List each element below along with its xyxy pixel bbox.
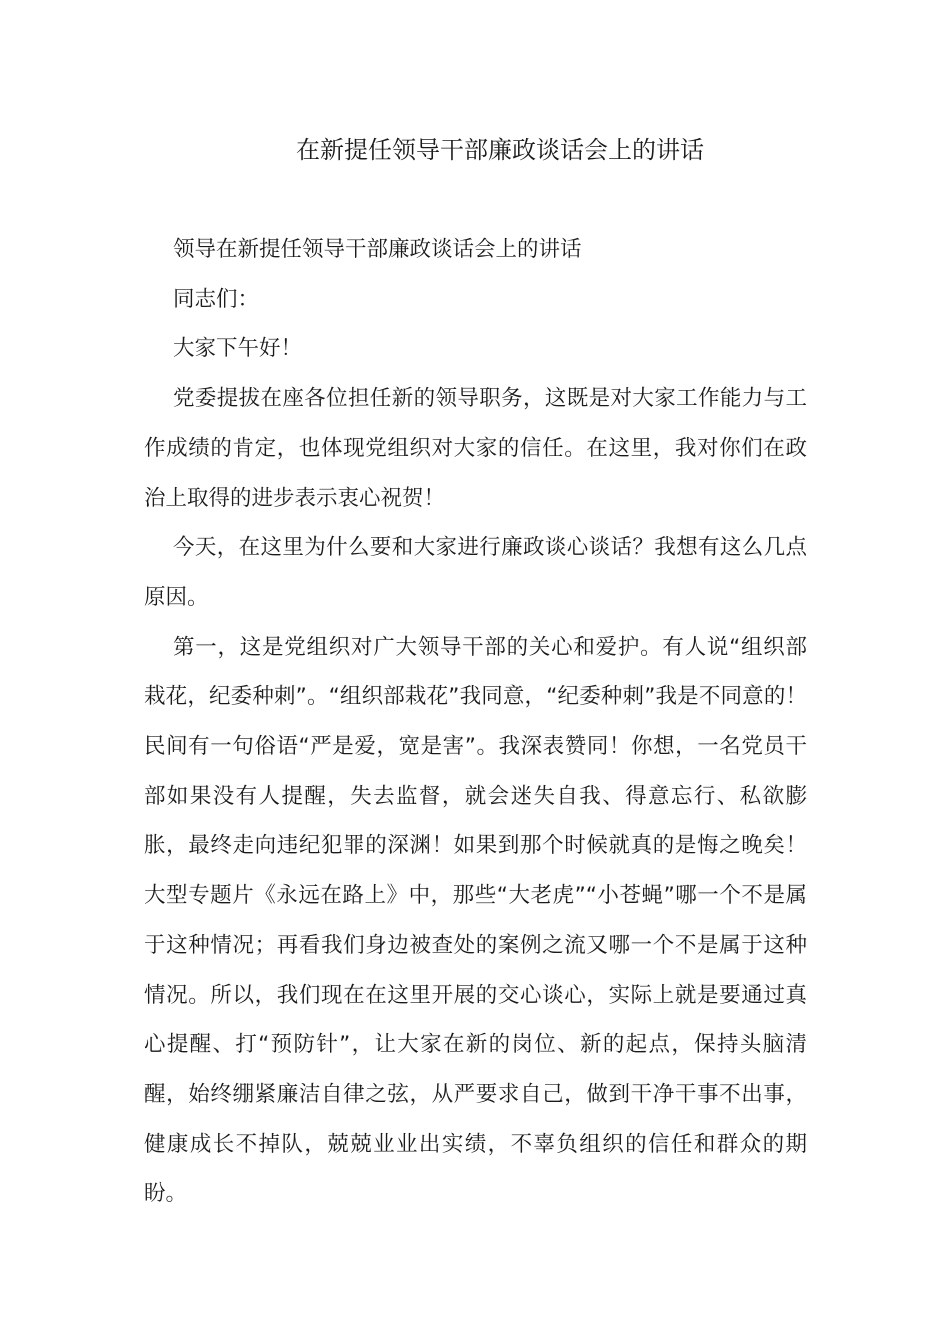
paragraph-subtitle: 领导在新提任领导干部廉政谈话会上的讲话 [173,237,582,262]
paragraph-congratulation: 党委提拔在座各位担任新的领导职务，这既是对大家工作能力与工作成绩的肯定，也体现党组织对大家的信任。在这里，我对你们在政治上取得的进步表示衷心祝贺！ [144,386,807,511]
paragraph-first-reason: 第一，这是党组织对广大领导干部的关心和爱护。有人说“组织部栽花，纪委种刺”。“组织部栽花”我同意，“纪委种刺”我是不同意的！民间有一句俗语“严是爱，宽是害”。我深表赞同！你想，一名党员干部如果没有人提醒，失去监督，就会迷失自我、得意忘行、私欲膨胀，最终走向违纪犯罪的深渊！如果到那个时候就真的是悔之晚矣！大型专题片《永远在路上》中，那些“大老虎”“小苍蝇”哪一个不是属于这种情况；再看我们身边被查处的案例之流又哪一个不是属于这种情况。所以，我们现在在这里开展的交心谈心，实际上就是要通过真心提醒、打“预防针”，让大家在新的岗位、新的起点，保持头脑清醒，始终绷紧廉洁自律之弦，从严要求自己，做到干净干事不出事，健康成长不掉队，兢兢业业出实绩，不辜负组织的信任和群众的期盼。 [144,634,807,1207]
paragraph-reasons-intro: 今天，在这里为什么要和大家进行廉政谈心谈话？我想有这么几点原因。 [144,535,807,610]
paragraph-greeting: 大家下午好！ [173,336,303,362]
document-body [144,225,807,1219]
paragraph-salutation: 同志们： [173,286,260,312]
document-title: 在新提任领导干部廉政谈话会上的讲话 [296,136,704,164]
